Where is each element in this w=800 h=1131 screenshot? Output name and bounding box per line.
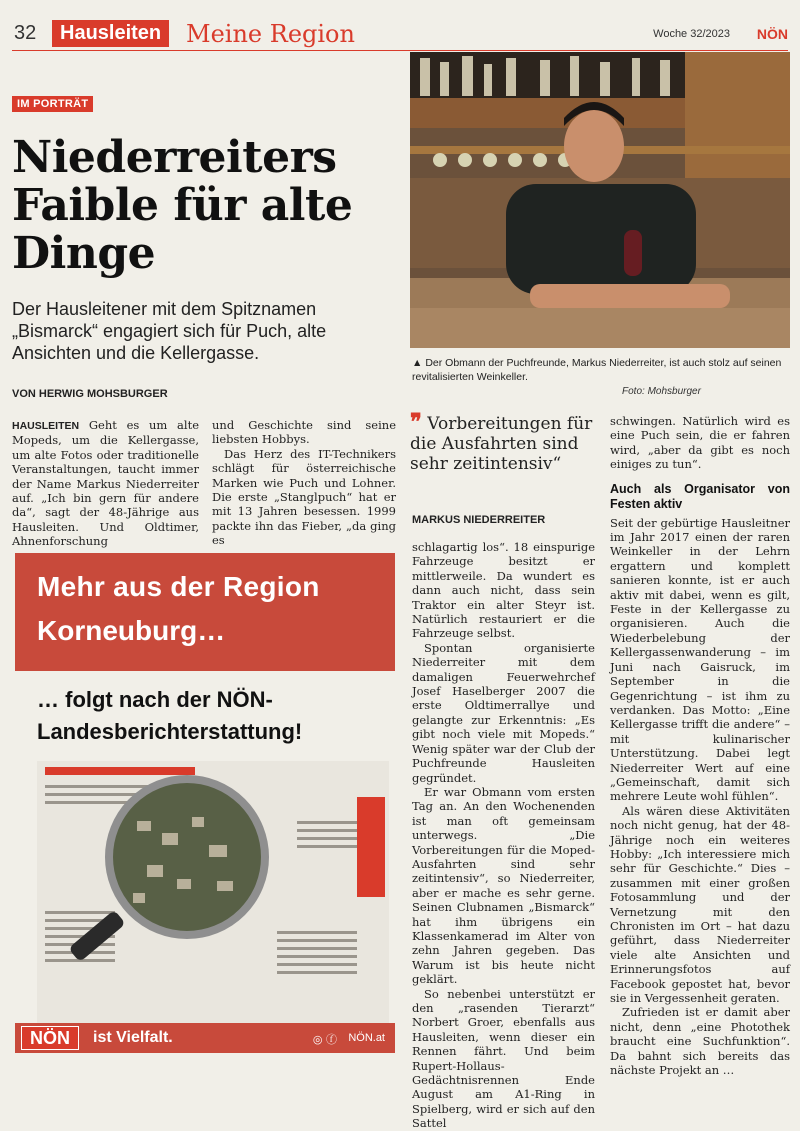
photo-caption	[412, 356, 792, 384]
quote-mark-icon: ❞	[410, 409, 422, 435]
photo-credit: Foto: Mohsburger	[622, 386, 701, 397]
portrait-photo-illustration	[410, 52, 790, 348]
social-icons[interactable]	[313, 1031, 337, 1047]
lede: Der Hausleitener mit dem Spitznamen „Bismarck“ engagiert sich für Puch, alte Ansichten und die Kellergasse.	[12, 299, 327, 363]
paragraph-text: Geht es um alte Mopeds, um die Kellergasse, um alte Fotos oder traditionelle Veranstaltungen, taucht immer der Name Markus Niederreiter auf. „Ich bin gern für andere da“, sagt der 48-Jährige aus Hausleiten. Und Oldtimer, Ahnenforschung	[12, 418, 200, 549]
facebook-icon[interactable]: ⓕ	[326, 1033, 337, 1046]
paragraph: Spontan organisierte Niederreiter mit dem damaligen Feuerwehrchef Josef Haselberger 2007 die erste Oldtimerrallye und gelangte zur Erkenntnis: „Es gibt noch viele mit Mopeds.“ Wenig später war der Club der Puchfreunde Hausleiten gegründet.	[412, 640, 595, 785]
region-ad[interactable]	[15, 553, 395, 1053]
pull-quote	[410, 409, 600, 474]
magnifier-icon	[37, 761, 389, 1023]
section-tag: Hausleiten	[52, 20, 169, 47]
brand-logo: NÖN	[756, 26, 788, 42]
ad-headline-line-1: Mehr aus der Region	[37, 571, 320, 602]
body-column-1	[12, 418, 199, 549]
ad-subline-1: … folgt nach der NÖN-	[37, 687, 273, 712]
region-title: Meine Region	[186, 20, 355, 48]
paragraph: Er war Obmann vom ersten Tag an. An den Wochenenden ist man oft gemeinsam unterwegs. „Die Vorbereitungen für die Moped-Ausfahrten sind sehr zeitintensiv“, so Niederreiter, aber er mache es sehr gerne. Seinen Clubnamen „Bismarck“ hat ihm übrigens ein Klassenkamerad im Alter von zehn Jahren gegeben. Das Warum ist bis heute nicht geklärt.	[412, 784, 595, 987]
ad-subline-2: Landesberichterstattung!	[37, 719, 303, 744]
page-number: 32	[14, 22, 37, 44]
paragraph: Seit der gebürtige Hausleitner im Jahr 2017 einen der raren Weinkeller in der Lehrn ergattern und komplett sanieren konnte, ist er auch aktiv mit dabei, wenn es gilt, Feste in der Kellergasse zu organisieren. Auch die Wiederbelebung der Kellergassenwanderung – im Juni nach Gaisruck, im September in die Gegenrichtung – ist ihm zu verdanken. Das Motto: „Eine Kellergasse trifft die andere“ – mit kulinarischer Unterstützung. Dabei legt Niederreiter Wert auf eine „Gemeinschaft, damit sich mehrere Leute wohl fühlen“.	[610, 515, 790, 804]
paragraph	[12, 418, 199, 549]
kicker-label: IM PORTRÄT	[12, 96, 93, 112]
instagram-icon[interactable]: ◎	[312, 1033, 323, 1046]
pull-quote-text: Vorbereitungen für die Ausfahrten sind sehr zeitintensiv“	[410, 414, 593, 474]
paragraph: Als wären diese Aktivitäten noch nicht genug, hat der 48-Jährige noch ein weiteres Hobby: „Ich interessiere mich sehr für Geschichte.“ Dies – zusammen mit einer großen Fotosammlung und der Vernetzung mit den Chronisten im Ort – hat dazu geführt, dass Niederreiter viele alte Ansichten und Erinnerungsfotos auf Facebook gepostet hat, bevor sie in Vergessenheit geraten.	[610, 803, 790, 1006]
headline: Niederreiters Faible für alte Dinge	[12, 132, 353, 279]
paragraph: schlagartig los“. 18 einspurige Fahrzeuge besitzt er mittlerweile. Da wundert es dann auch nicht, dass sein Traktor ein alter Steyr ist. Natürlich restauriert er die Fahrzeuge selbst.	[412, 540, 595, 641]
ad-newspaper-illustration	[37, 761, 389, 1023]
body-column-3	[412, 540, 595, 1131]
ad-url-link[interactable]: NÖN.at	[348, 1032, 385, 1044]
paragraph: Das Herz des IT-Technikers schlägt für österreichische Marken wie Puch und Lohner. Die erste „Stanglpuch“ hat er mit 13 Jahren besessen. 1999 packte ihn das Fieber, „da ging es	[212, 446, 396, 548]
ad-brand-logo: NÖN	[21, 1026, 79, 1050]
ad-slogan: ist Vielfalt.	[93, 1029, 173, 1046]
paragraph: und Geschichte sind seine liebsten Hobbys.	[212, 418, 396, 447]
byline: VON HERWIG MOHSBURGER	[12, 388, 168, 400]
paragraph: Zufrieden ist er damit aber nicht, denn „eine Photothek braucht eine Suchfunktion“. Da bahnt sich bereits das nächste Projekt an …	[610, 1005, 790, 1078]
header-rule	[12, 50, 788, 51]
paragraph: schwingen. Natürlich wird es eine Puch sein, die er fahren wird, „aber da gibt es noch einiges zu tun“.	[610, 414, 790, 472]
ad-footer	[15, 1023, 395, 1053]
caption-text: Der Obmann der Puchfreunde, Markus Niederreiter, ist auch stolz auf seinen revitalisierten Weinkeller.	[412, 357, 782, 383]
issue-label: Woche 32/2023	[653, 28, 730, 40]
ad-headline-line-2: Korneuburg…	[37, 615, 226, 646]
quote-author: MARKUS NIEDERREITER	[412, 514, 546, 526]
dateline: HAUSLEITEN	[12, 420, 80, 432]
subheading: Auch als Organisator von Festen aktiv	[610, 481, 790, 511]
body-column-4	[610, 414, 790, 1077]
caption-triangle-icon: ▲	[412, 357, 423, 369]
paragraph: So nebenbei unterstützt er den „rasenden Tierarzt“ Norbert Groer, ebenfalls aus Hausleiten, wenn dieser ein Rennen fährt. Und beim Rupert-Hollaus-Gedächtnisrennen Ende August am A1-Ring in Spielberg, wird er sich auf den Sattel	[412, 986, 595, 1131]
body-column-2	[212, 418, 396, 548]
portrait-photo	[410, 52, 790, 348]
